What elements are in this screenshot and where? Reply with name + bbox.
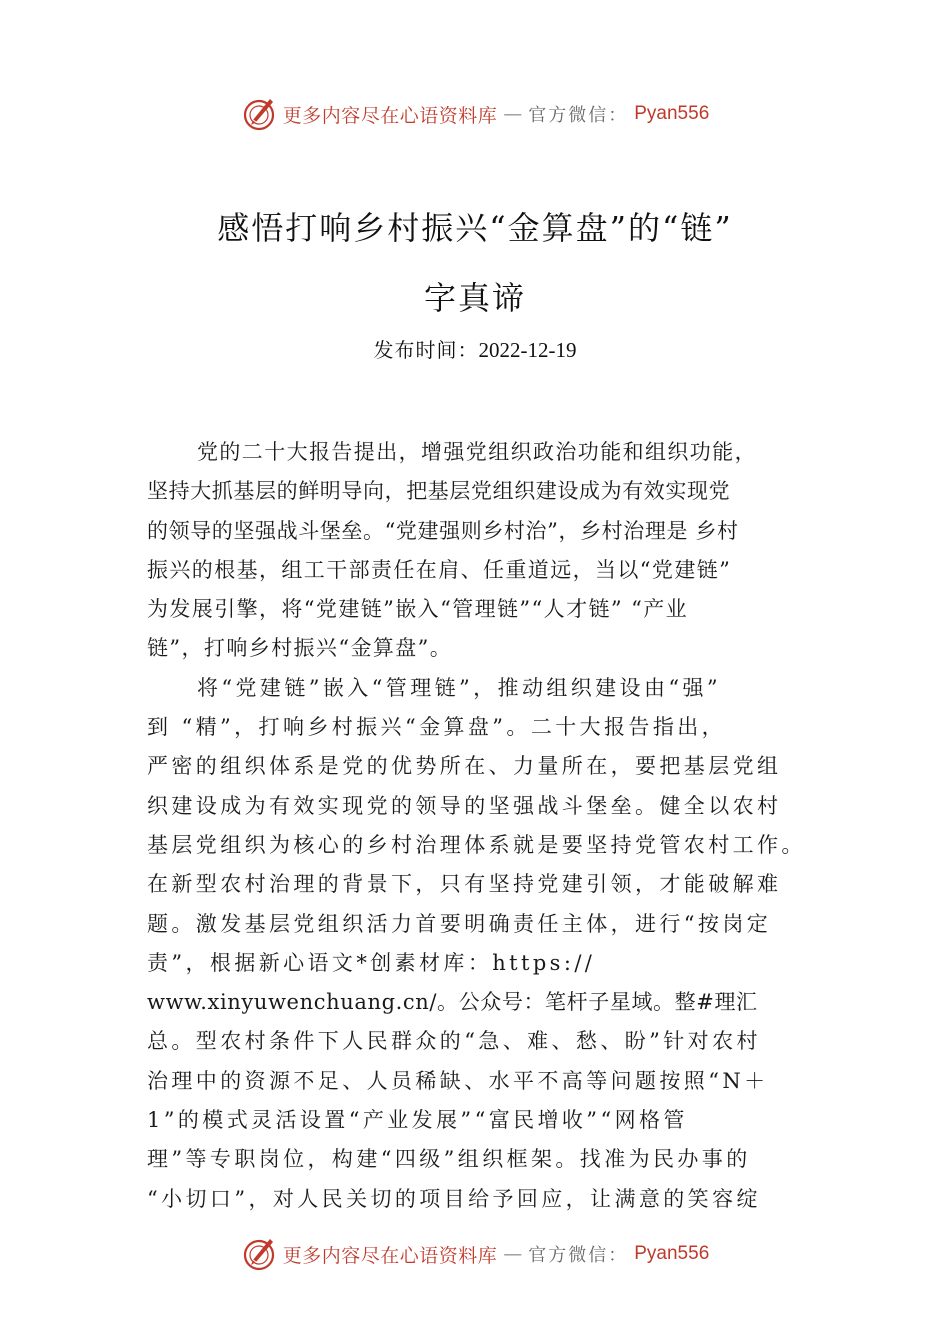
body-line: 党的二十大报告提出，增强党组织政治功能和组织功能， [197,440,757,464]
body-line: 为发展引擎，将“党建链”嵌入“管理链”“人才链” “产业 [147,597,689,622]
body-line: 振兴的根基，组工干部责任在肩、任重道远，当以“党建链” [147,557,732,582]
body-line: 治理中的资源不足、人员稀缺、水平不高等问题按照“N＋ [147,1068,769,1093]
body-line: “小切口”，对人民关切的项目给予回应，让满意的笑容绽 [147,1186,761,1211]
publish-date-value: 2022-12-19 [478,338,577,362]
body-line: 总。型农村条件下人民群众的“急、难、愁、盼”针对农村 [147,1029,761,1054]
banner-wechat-id: Pyan556 [634,1243,710,1264]
banner-separator: — [503,1243,523,1265]
body-line: 链”，打响乡村振兴“金算盘”。 [147,636,453,661]
body-line: 到 “精”，打响乡村振兴“金算盘”。二十大报告指出， [147,715,727,740]
body-line: 责”，根据新心语文*创素材库：https:// [147,950,596,975]
document-title-line-1: 感悟打响乡村振兴“金算盘”的“链” [217,209,733,247]
body-line: 理”等专职岗位，构建“四级”组织框架。找准为民办事的 [147,1147,751,1172]
footer-watermark-banner [0,1232,950,1276]
banner-wechat-id: Pyan556 [634,103,710,124]
document-title-line-2: 字真谛 [423,279,526,317]
body-line: 严密的组织体系是党的优势所在、力量所在，要把基层党组 [147,754,782,779]
body-line: www.xinyuwenchuang.cn/。公众号：笔杆子星域。整#理汇 [147,990,758,1015]
banner-separator: — [503,103,523,125]
body-line: 题。激发基层党组织活力首要明确责任主体，进行“按岗定 [147,911,772,936]
body-line: 将“党建链”嵌入“管理链”，推动组织建设由“强” [197,675,722,700]
banner-wechat-label: 官方微信： [528,105,629,126]
banner-site-name: 更多内容尽在心语资料库 [282,1244,498,1267]
body-line: 织建设成为有效实现党的领导的坚强战斗堡垒。健全以农村 [147,793,782,818]
body-line: 基层党组织为核心的乡村治理体系就是要坚持党管农村工作。 [147,832,806,857]
banner-site-name: 更多内容尽在心语资料库 [282,104,498,127]
quill-pen-seal-icon [241,1236,277,1272]
body-line: 的领导的坚强战斗堡垒。“党建强则乡村治”，乡村治理是 乡村 [147,518,739,543]
body-line: 1”的模式灵活设置“产业发展”“富民增收”“网格管 [147,1108,688,1133]
body-line: 在新型农村治理的背景下，只有坚持党建引领，才能破解难 [147,872,782,897]
banner-wechat-label: 官方微信： [528,1245,629,1266]
publish-date-label: 发布时间： [373,338,479,362]
header-watermark-banner [0,92,950,136]
article-body [147,433,837,1219]
quill-pen-seal-icon [241,96,277,132]
publish-date [0,334,950,363]
body-line: 坚持大抓基层的鲜明导向，把基层党组织建设成为有效实现党 [147,479,731,504]
